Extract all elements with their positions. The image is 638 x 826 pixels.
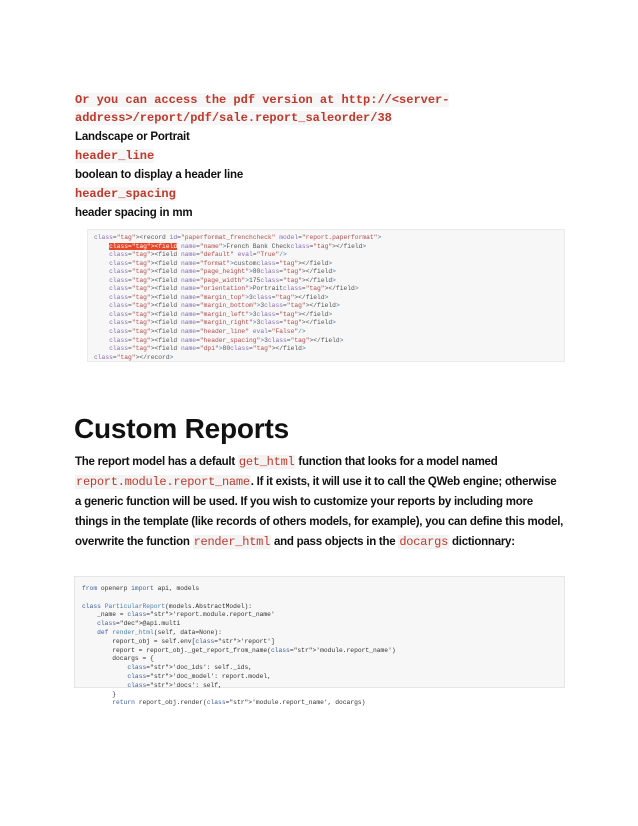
- python-code-line: class="str">'docs': self,: [127, 681, 222, 689]
- python-code-line: return report_obj.render(class="str">'module.report_name', docargs): [112, 699, 366, 707]
- python-code-line: }: [82, 690, 117, 698]
- python-code-line: class ParticularReport(models.AbstractModel):: [82, 602, 253, 610]
- xml-code-line: class="tag"><field name="header_spacing">3class="tag"></field>: [109, 336, 344, 344]
- para-text-3: . If it exists, it will use it to call the QWeb engine; otherwise a generic function will be used. If you wish to customize your reports by including more things in the template (like records of others models, for example), you can define this model, overwrite the function: [75, 476, 564, 548]
- xml-code-line: class="tag"><field name="margin_left">3class="tag"></field>: [109, 310, 333, 318]
- python-code-line: from openerp import api, models: [82, 585, 200, 592]
- pdf-url-line-2: address>/report/pdf/sale.report_saleorder/38: [75, 111, 392, 125]
- para-text-1: The report model has a default: [75, 456, 238, 468]
- xml-code-line: class="tag"><record id="paperformat_frenchcheck" model="report.paperformat">: [94, 234, 382, 241]
- python-code-line: _name = class="str">'report.module.report_name': [82, 611, 275, 619]
- para-text-4: and pass objects in the: [271, 536, 399, 548]
- field-header-spacing: header_spacing: [75, 187, 176, 201]
- xml-code-line: class="tag"><field name="header_line" eval="False"/>: [109, 328, 306, 336]
- xml-code-line: class="tag"><field name="dpi">80class="tag"></field>: [109, 345, 306, 353]
- xml-code-line: class="tag"><field name="margin_bottom">3class="tag"></field>: [109, 302, 340, 310]
- xml-code-line: class="tag"><field name="margin_right">3class="tag"></field>: [109, 319, 336, 327]
- field-header-line-desc: boolean to display a header line: [75, 169, 244, 181]
- xml-code-line: class="tag"></record>: [94, 353, 174, 361]
- orientation-text: Landscape or Portrait: [75, 131, 190, 143]
- python-code-line: report_obj = self.env[class="str">'report']: [82, 637, 275, 645]
- python-code-screenshot: [74, 576, 565, 707]
- python-code-line: def render_html(self, data=None):: [97, 628, 222, 636]
- field-header-spacing-desc: header spacing in mm: [75, 207, 193, 219]
- python-code-line: class="dec">@api.multi: [97, 620, 181, 628]
- xml-code-line: class="tag"><field name="default" eval="True"/>: [109, 251, 287, 259]
- xml-code-line: class="tag"><field name="page_width">175class="tag"></field>: [109, 276, 336, 284]
- xml-code-line: class="tag"><field name="format">customclass="tag"></field>: [109, 259, 333, 267]
- code-get-html: get_html: [238, 455, 295, 469]
- xml-code-screenshot: [87, 229, 565, 362]
- intro-block: [75, 91, 565, 223]
- code-report-module-name: report.module.report_name: [76, 475, 250, 489]
- section-paragraph: [75, 452, 565, 552]
- xml-code-line: class="tag"><field name="orientation">Portraitclass="tag"></field>: [109, 285, 359, 293]
- field-header-line: header_line: [75, 149, 155, 163]
- para-text-5: dictionnary:: [449, 536, 515, 548]
- para-text-2: function that looks for a model named: [295, 456, 498, 468]
- xml-code-line: class="tag"><field name="margin_top">3class="tag"></field>: [109, 293, 329, 301]
- python-code-line: docargs = {: [82, 655, 154, 663]
- section-heading: Custom Reports: [74, 413, 289, 444]
- python-code-line: [82, 594, 564, 603]
- python-code-line: report = report_obj._get_report_from_name(class="str">'module.report_name'): [82, 646, 396, 654]
- python-code-line: class="str">'doc_model': report.model,: [127, 672, 271, 680]
- code-render-html: render_html: [193, 535, 271, 549]
- pdf-url-line-1: Or you can access the pdf version at http://<server-: [75, 93, 450, 107]
- xml-code-line: class="tag"><field name="page_height">80class="tag"></field>: [109, 268, 336, 276]
- xml-code-line: class="tag"><field name="name">French Bank Checkclass="tag"></field>: [109, 242, 367, 250]
- code-docargs: docargs: [399, 535, 449, 549]
- python-code-line: class="str">'doc_ids': self._ids,: [127, 664, 253, 672]
